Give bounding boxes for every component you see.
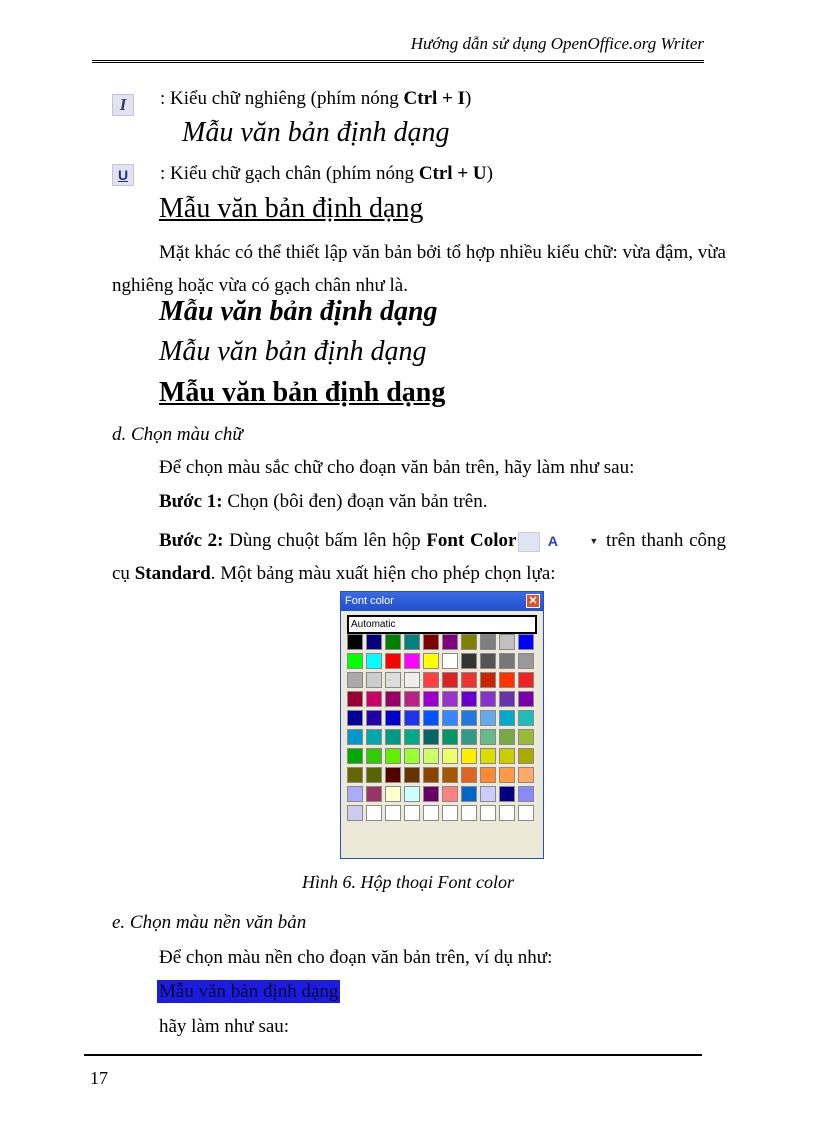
page-header-title: Hướng dẫn sử dụng OpenOffice.org Writer [410,34,704,53]
color-swatch[interactable] [480,634,496,650]
color-swatch[interactable] [366,748,382,764]
color-swatch[interactable] [385,805,401,821]
color-swatch[interactable] [366,672,382,688]
color-swatch[interactable] [499,767,515,783]
color-swatch[interactable] [347,672,363,688]
dialog-title: Font color [345,595,394,607]
step2-label: Bước 2: [159,530,224,551]
font-color-dialog [340,591,544,859]
color-swatch[interactable] [404,710,420,726]
color-swatch[interactable] [385,691,401,707]
color-swatch[interactable] [385,634,401,650]
color-swatch[interactable] [518,805,534,821]
color-swatch[interactable] [442,729,458,745]
color-swatch[interactable] [499,634,515,650]
color-swatch[interactable] [423,786,439,802]
color-swatch[interactable] [480,691,496,707]
section-e-outro: hãy làm như sau: [159,1016,290,1037]
italic-shortcut: Ctrl + I [403,88,466,109]
underline-shortcut: Ctrl + U [418,163,487,184]
color-swatch[interactable] [385,672,401,688]
color-swatch[interactable] [461,748,477,764]
color-swatch[interactable] [404,691,420,707]
section-e-intro: Để chọn màu nền cho đoạn văn bản trên, ví dụ như: [159,947,553,968]
color-swatch[interactable] [404,805,420,821]
color-swatch[interactable] [385,767,401,783]
color-swatch[interactable] [442,748,458,764]
color-swatch[interactable] [423,634,439,650]
standard-toolbar-label: Standard [134,563,211,584]
section-d-heading: d. Chọn màu chữ [112,424,243,445]
color-swatch[interactable] [480,710,496,726]
color-swatch[interactable] [366,653,382,669]
color-swatch[interactable] [442,634,458,650]
color-swatch[interactable] [404,634,420,650]
color-swatch[interactable] [442,691,458,707]
color-swatch[interactable] [366,634,382,650]
color-swatch[interactable] [347,710,363,726]
color-swatch[interactable] [518,672,534,688]
color-swatch[interactable] [366,786,382,802]
section-d-intro: Để chọn màu sắc chữ cho đoạn văn bản trên, hãy làm như sau: [159,457,635,478]
sample-italic: Mẫu văn bản định dạng [182,117,450,148]
step2-paragraph: Bước 2: Dùng chuột bấm lên hộp Font Color A ▼ trên thanh công cụ Standard. Một bảng màu xuất hiện cho phép chọn lựa: [112,530,727,584]
step1-label: Bước 1: [159,491,223,512]
section-e-heading: e. Chọn màu nền văn bản [112,912,307,933]
step1: Bước 1: Chọn (bôi đen) đoạn văn bản trên. [159,491,488,512]
color-swatch[interactable] [480,729,496,745]
sample-bold-italic: Mẫu văn bản định dạng [159,296,438,327]
color-swatch[interactable] [518,729,534,745]
color-swatch[interactable] [518,653,534,669]
color-swatch[interactable] [461,710,477,726]
color-swatch[interactable] [442,805,458,821]
color-swatch[interactable] [423,767,439,783]
color-swatch[interactable] [404,729,420,745]
color-swatch[interactable] [518,786,534,802]
color-swatch-grid [347,634,534,821]
color-swatch[interactable] [499,786,515,802]
sample-underline: Mẫu văn bản định dạng [159,193,424,224]
color-swatch[interactable] [461,672,477,688]
color-swatch[interactable] [499,729,515,745]
header-divider [92,60,704,63]
color-swatch[interactable] [518,710,534,726]
color-swatch[interactable] [366,710,382,726]
color-swatch[interactable] [442,672,458,688]
color-swatch[interactable] [385,710,401,726]
color-swatch[interactable] [347,805,363,821]
highlighted-sample-wrapper [157,981,340,1003]
color-swatch[interactable] [423,805,439,821]
color-swatch[interactable] [366,729,382,745]
automatic-color-button[interactable]: Automatic [347,615,537,634]
color-swatch[interactable] [499,748,515,764]
color-swatch[interactable] [499,672,515,688]
color-swatch[interactable] [499,710,515,726]
sample-bold-underline: Mẫu văn bản định dạng [159,377,446,408]
color-swatch[interactable] [499,653,515,669]
color-swatch[interactable] [423,691,439,707]
color-swatch[interactable] [385,748,401,764]
color-swatch[interactable] [442,786,458,802]
color-swatch[interactable] [518,748,534,764]
color-swatch[interactable] [347,748,363,764]
color-swatch[interactable] [404,672,420,688]
color-swatch[interactable] [461,805,477,821]
color-swatch[interactable] [423,729,439,745]
color-swatch[interactable] [385,729,401,745]
font-color-label: Font Color [426,530,517,551]
color-swatch[interactable] [423,748,439,764]
color-swatch[interactable] [461,786,477,802]
color-swatch[interactable] [347,691,363,707]
italic-icon: I [112,94,134,116]
color-swatch[interactable] [366,691,382,707]
color-swatch[interactable] [480,786,496,802]
color-swatch[interactable] [404,767,420,783]
color-swatch[interactable] [404,748,420,764]
color-swatch[interactable] [347,729,363,745]
color-swatch[interactable] [366,805,382,821]
color-swatch[interactable] [480,672,496,688]
color-swatch[interactable] [518,691,534,707]
sample-italic-2: Mẫu văn bản định dạng [159,336,427,367]
color-swatch[interactable] [480,805,496,821]
font-color-icon: A ▼ [518,531,598,553]
color-swatch[interactable] [423,672,439,688]
color-swatch[interactable] [499,805,515,821]
color-swatch[interactable] [347,786,363,802]
dialog-titlebar [341,592,543,611]
color-swatch[interactable] [404,786,420,802]
figure-caption: Hình 6. Hộp thoại Font color [302,872,514,892]
color-swatch[interactable] [518,634,534,650]
color-swatch[interactable] [442,767,458,783]
color-swatch[interactable] [347,634,363,650]
color-swatch[interactable] [366,767,382,783]
page-number: 17 [90,1068,108,1088]
underline-icon: U [112,164,134,186]
color-swatch[interactable] [461,767,477,783]
italic-description: : Kiểu chữ nghiêng (phím nóng Ctrl + I) [160,88,472,109]
color-swatch[interactable] [442,710,458,726]
color-swatch[interactable] [347,767,363,783]
color-swatch[interactable] [423,653,439,669]
color-swatch[interactable] [385,786,401,802]
color-swatch[interactable] [461,653,477,669]
color-swatch[interactable] [499,691,515,707]
color-swatch[interactable] [480,653,496,669]
color-swatch[interactable] [423,710,439,726]
close-icon[interactable]: ✕ [526,594,540,608]
footer-divider [84,1054,702,1056]
color-swatch[interactable] [404,653,420,669]
color-swatch[interactable] [461,729,477,745]
combine-paragraph: Mặt khác có thể thiết lập văn bản bởi tổ hợp nhiều kiểu chữ: vừa đậm, vừa nghiêng hoặc vừa có gạch chân như là. [112,242,726,296]
color-swatch[interactable] [480,767,496,783]
color-swatch[interactable] [461,691,477,707]
underline-description: : Kiểu chữ gạch chân (phím nóng Ctrl + U) [160,163,493,184]
color-swatch[interactable] [480,748,496,764]
color-swatch[interactable] [385,653,401,669]
color-swatch[interactable] [518,767,534,783]
color-swatch[interactable] [442,653,458,669]
color-swatch[interactable] [461,634,477,650]
color-swatch[interactable] [347,653,363,669]
highlighted-sample: Mẫu văn bản định dạng [159,981,339,1002]
